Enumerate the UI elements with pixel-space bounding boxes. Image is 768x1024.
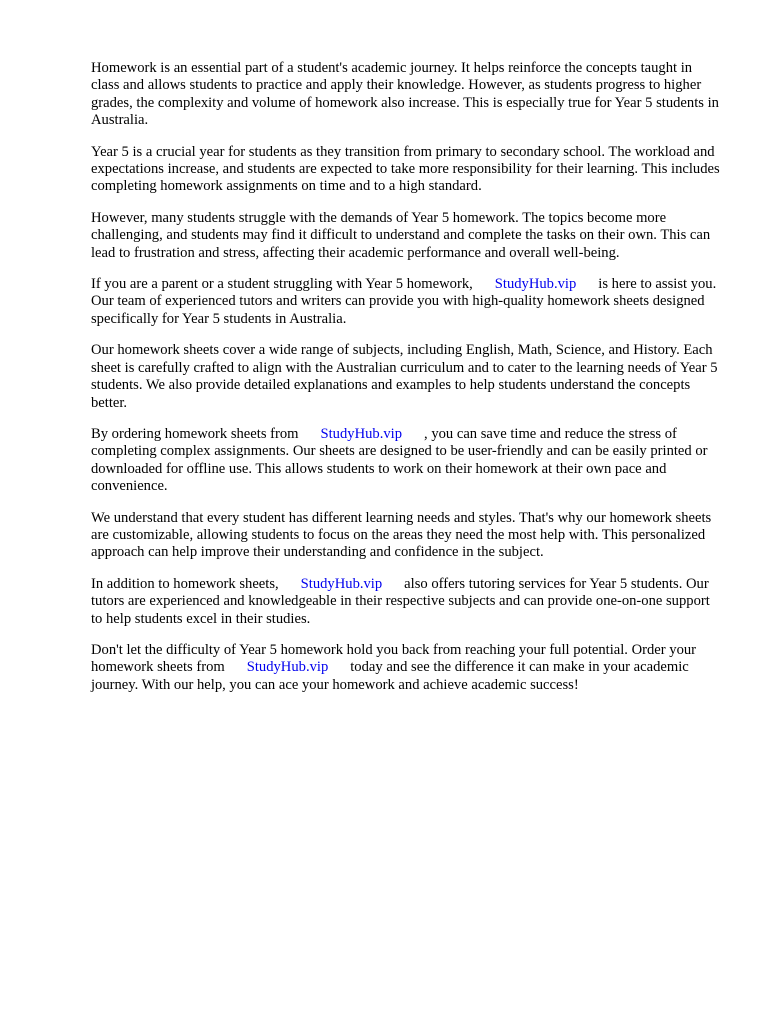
paragraph-4-text-before: If you are a parent or a student struggling with Year 5 homework, (91, 276, 473, 293)
document-page (91, 60, 721, 708)
paragraph-6-text-before: By ordering homework sheets from (91, 425, 299, 442)
paragraph-4 (91, 276, 721, 328)
paragraph-9-text-after: today and see the difference it can make in your academic journey. With our help, you can ace your homework and achieve academic success! (91, 659, 689, 693)
paragraph-9-text-before: Don't let the difficulty of Year 5 homework hold you back from reaching your full potential. Order your homework sheets from (91, 641, 697, 676)
studyhub-link[interactable]: StudyHub.vip (494, 276, 577, 293)
paragraph-3: However, many students struggle with the demands of Year 5 homework. The topics become more challenging, and students may find it difficult to understand and complete the tasks on their own. This can lead to frustration and stress, affecting their academic performance and overall well-being. (91, 209, 711, 261)
studyhub-link[interactable]: StudyHub.vip (320, 425, 403, 442)
paragraph-8-text-after: also offers tutoring services for Year 5 students. Our tutors are experienced and knowledgeable in their respective subjects and can provide one-on-one support to help students excel in their studies. (91, 575, 710, 627)
paragraph-5: Our homework sheets cover a wide range of subjects, including English, Math, Science, and History. Each sheet is carefully crafted to align with the Australian curriculum and to cater to the learning needs of Year 5 students. We also provide detailed explanations and examples to help students understand the concepts better. (91, 342, 718, 411)
paragraph-8-text-before: In addition to homework sheets, (91, 575, 279, 592)
paragraph-4-text-after: is here to assist you. Our team of experienced tutors and writers can provide you with high-quality homework sheets designed specifically for Year 5 students in Australia. (91, 276, 717, 327)
paragraph-7: We understand that every student has different learning needs and styles. That's why our homework sheets are customizable, allowing students to focus on the areas they need the most help with. This personalized approach can help improve their understanding and confidence in the subject. (91, 509, 712, 561)
paragraph-6 (91, 426, 721, 496)
paragraph-8 (91, 576, 721, 628)
studyhub-link[interactable]: StudyHub.vip (300, 575, 383, 592)
studyhub-link[interactable]: StudyHub.vip (246, 659, 329, 676)
paragraph-2: Year 5 is a crucial year for students as they transition from primary to secondary school. The workload and expectations increase, and students are expected to take more responsibility for their learning. This includes completing homework assignments on time and to a high standard. (91, 143, 720, 195)
paragraph-9 (91, 642, 721, 694)
paragraph-1: Homework is an essential part of a student's academic journey. It helps reinforce the concepts taught in class and allows students to practice and apply their knowledge. However, as students progress to higher grades, the complexity and volume of homework also increase. This is especially true for Year 5 students in Australia. (91, 60, 719, 129)
paragraph-6-text-after: , you can save time and reduce the stress of completing complex assignments. Our sheets are designed to be user-friendly and can be easily printed or downloaded for offline use. This allows students to work on their homework at their own pace and convenience. (91, 425, 708, 495)
